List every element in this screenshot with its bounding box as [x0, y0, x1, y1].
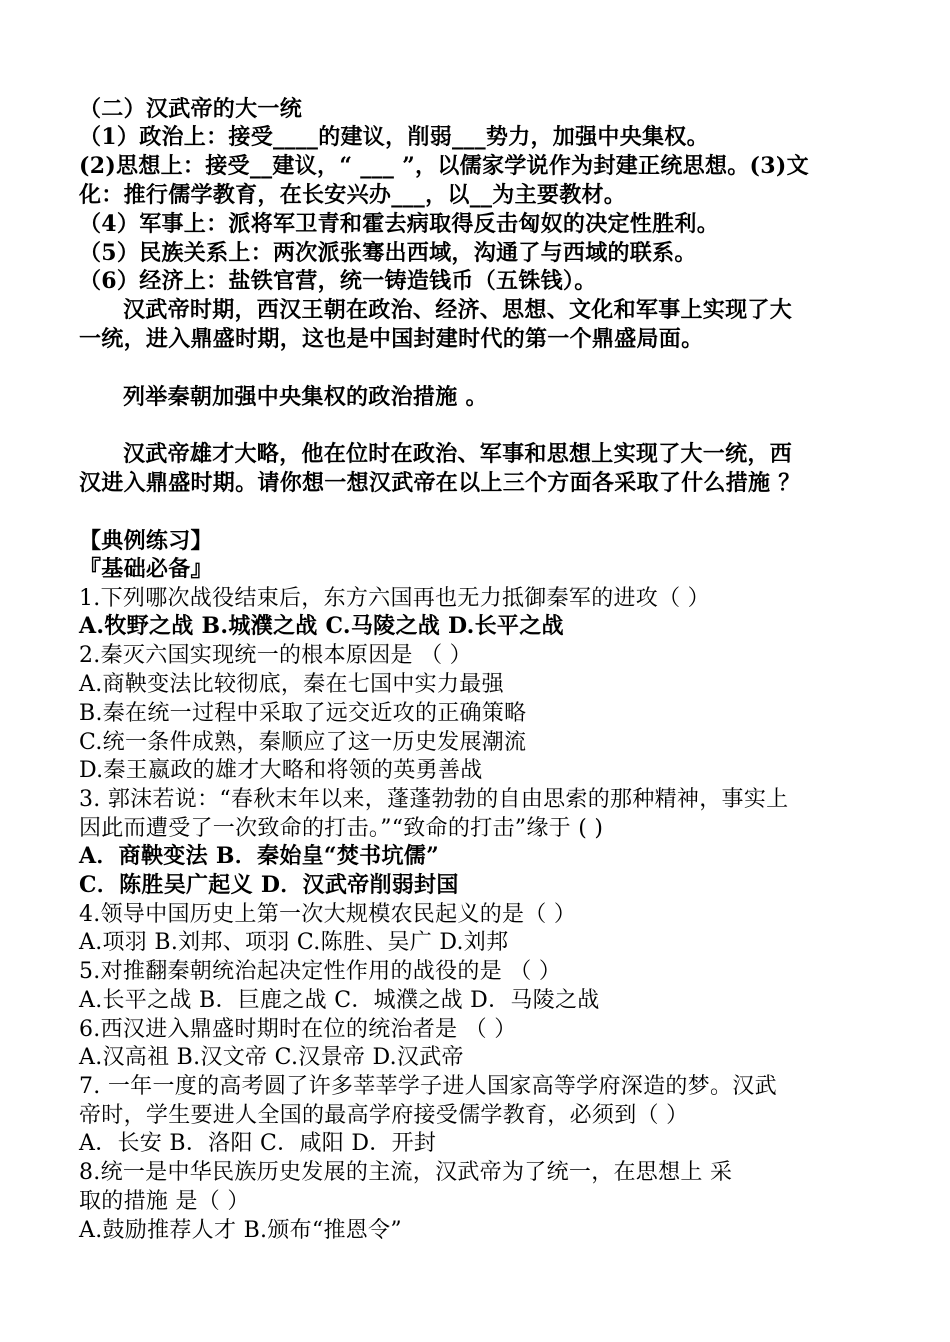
question-4: 4.领导中国历史上第一次大规模农民起义的是（ ） — [79, 902, 577, 927]
practice-heading: 【典例练习】 — [79, 528, 213, 554]
military-line: （4）军事上：派将军卫青和霍去病取得反击匈奴的决定性胜利。 — [79, 211, 720, 237]
question-3-line-2: 因此而遭受了一次致命的打击。”“致命的打击”缘于 ( ) — [79, 816, 604, 841]
ethnic-line: （5）民族关系上：两次派张骞出西域，沟通了与西域的联系。 — [79, 240, 697, 266]
question-wudi-line-2: 汉进入鼎盛时期。请你想一想汉武帝在以上三个方面各采取了什么措施 ？ — [79, 470, 801, 496]
question-2-option-b: B.秦在统一过程中采取了远交近攻的正确策略 — [79, 701, 527, 726]
question-5-options: A.长平之战 B．巨鹿之战 C．城濮之战 D．马陵之战 — [79, 988, 600, 1013]
question-5: 5.对推翻秦朝统治起决定性作用的战役的是 （ ） — [79, 959, 562, 984]
question-2-option-d: D.秦王嬴政的雄才大略和将领的英勇善战 — [79, 758, 483, 783]
question-list-qin: 列举秦朝加强中央集权的政治措施 。 — [123, 384, 488, 410]
question-2: 2.秦灭六国实现统一的根本原因是 （ ） — [79, 643, 472, 668]
question-wudi-line-1: 汉武帝雄才大略，他在位时在政治、军事和思想上实现了大一统，西 — [123, 441, 793, 467]
question-8-line-2: 取的措施 是（ ） — [79, 1189, 250, 1214]
question-2-option-a: A.商鞅变法比较彻底，秦在七国中实力最强 — [79, 672, 504, 697]
question-2-option-c: C.统一条件成熟，秦顺应了这一历史发展潮流 — [79, 730, 527, 755]
practice-subheading: 『基础必备』 — [79, 556, 213, 582]
question-8-line-1: 8.统一是中华民族历史发展的主流，汉武帝为了统一，在思想上 采 — [79, 1160, 733, 1185]
question-1: 1.下列哪次战役结束后，东方六国再也无力抵御秦军的进攻（ ） — [79, 586, 710, 611]
question-3-options-cd: C．陈胜吴广起义 D．汉武帝削弱封国 — [79, 872, 459, 898]
summary-line-1: 汉武帝时期，西汉王朝在政治、经济、思想、文化和军事上实现了大 — [123, 297, 793, 323]
question-8-options-ab: A.鼓励推荐人才 B.颁布“推恩令” — [79, 1218, 402, 1243]
economy-line: （6）经济上：盐铁官营，统一铸造钱币（五铢钱）。 — [79, 268, 597, 294]
question-4-options: A.项羽 B.刘邦、项羽 C.陈胜、吴广 D.刘邦 — [79, 930, 509, 955]
section-title: （二）汉武帝的大一统 — [79, 96, 303, 122]
summary-line-2: 一统，进入鼎盛时期，这也是中国封建时代的第一个鼎盛局面。 — [79, 326, 704, 352]
culture-line: 化：推行儒学教育，在长安兴办___，以__为主要教材。 — [79, 182, 627, 208]
question-6-options: A.汉高祖 B.汉文帝 C.汉景帝 D.汉武帝 — [79, 1045, 464, 1070]
question-7-options: A．长安 B．洛阳 C．咸阳 D．开封 — [79, 1131, 437, 1156]
thought-line: (2)思想上：接受__建议，“ ___ ”，以儒家学说作为封建正统思想。(3)文 — [79, 153, 809, 179]
politics-line: （1）政治上：接受____的建议，削弱___势力，加强中央集权。 — [79, 124, 709, 150]
question-7-line-2: 帝时，学生要进人全国的最高学府接受儒学教育，必须到（ ） — [79, 1103, 689, 1128]
question-7-line-1: 7. 一年一度的高考圆了许多莘莘学子进人国家高等学府深造的梦。汉武 — [79, 1074, 777, 1099]
question-1-options: A.牧野之战 B.城濮之战 C.马陵之战 D.长平之战 — [79, 613, 564, 639]
question-3-line-1: 3. 郭沫若说：“春秋末年以来，蓬蓬勃勃的自由思索的那种精神，事实上 — [79, 787, 789, 812]
question-3-options-ab: A．商鞅变法 B．秦始皇“焚书坑儒” — [79, 843, 440, 869]
question-6: 6.西汉进入鼎盛时期时在位的统治者是 （ ） — [79, 1017, 517, 1042]
